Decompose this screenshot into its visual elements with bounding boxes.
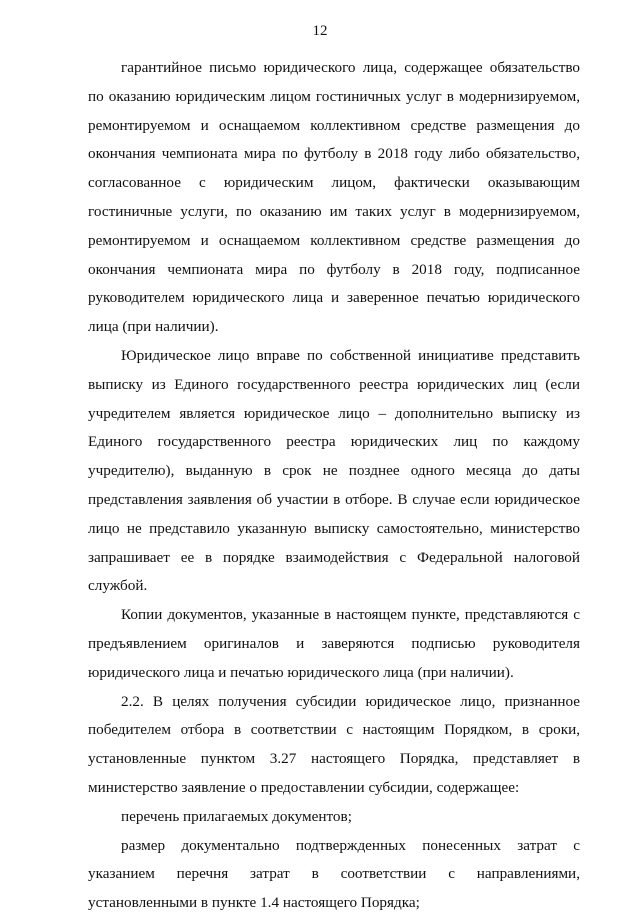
text-line: службой.: [88, 577, 148, 595]
text-line: гостиничные услуги, по оказанию им таких услуг в модернизируемом,: [88, 202, 580, 220]
text-line: окончания чемпионата мира по футболу в 2018 году, подписанное: [88, 260, 580, 278]
document-body: [88, 54, 580, 918]
text-line: руководителем юридического лица и заверенное печатью юридического: [88, 289, 580, 307]
text-line: Копии документов, указанные в настоящем пункте, представляются с: [121, 606, 580, 624]
text-line: учредителю), выданную в срок не позднее одного месяца до даты: [88, 462, 580, 480]
text-line: юридического лица и печатью юридического лица (при наличии).: [88, 663, 514, 681]
page-number: 12: [312, 23, 328, 39]
text-line: по оказанию юридическим лицом гостиничных услуг в модернизируемом,: [88, 87, 580, 105]
text-line: лица (при наличии).: [88, 318, 219, 336]
text-line: окончания чемпионата мира по футболу в 2018 году либо обязательство,: [88, 145, 580, 163]
text-line: размер документально подтвержденных понесенных затрат с: [121, 836, 580, 854]
text-line: запрашивает ее в порядке взаимодействия с Федеральной налоговой: [88, 548, 580, 566]
text-line: выписку из Единого государственного реестра юридических лиц (если: [88, 375, 580, 393]
text-line: победителем отбора в соответствии с настоящим Порядком, в сроки,: [88, 721, 580, 739]
text-line: министерство заявление о предоставлении субсидии, содержащее:: [88, 778, 520, 796]
text-line: гарантийное письмо юридического лица, содержащее обязательство: [121, 59, 580, 76]
text-line: Юридическое лицо вправе по собственной инициативе представить: [121, 346, 580, 364]
text-line: установленные пунктом 3.27 настоящего Порядка, представляет в: [88, 750, 580, 768]
text-line: Единого государственного реестра юридических лиц по каждому: [88, 433, 580, 451]
text-line: представления заявления об участии в отборе. В случае если юридическое: [88, 490, 580, 508]
text-line: указанием перечня затрат в соответствии с направлениями,: [88, 865, 580, 883]
text-line: предъявлением оригиналов и заверяются подписью руководителя: [88, 634, 580, 652]
text-line: учредителем является юридическое лицо – дополнительно выписку из: [88, 404, 580, 422]
text-line: согласованное с юридическим лицом, фактически оказывающим: [88, 174, 580, 192]
text-line: ремонтируемом и оснащаемом коллективном средстве размещения до: [88, 116, 580, 134]
text-line: установленными в пункте 1.4 настоящего Порядка;: [88, 894, 420, 912]
text-line: лицо не представило указанную выписку самостоятельно, министерство: [88, 519, 580, 537]
text-line: 2.2. В целях получения субсидии юридическое лицо, признанное: [121, 692, 580, 710]
text-line: перечень прилагаемых документов;: [121, 807, 352, 825]
text-line: ремонтируемом и оснащаемом коллективном средстве размещения до: [88, 231, 580, 249]
